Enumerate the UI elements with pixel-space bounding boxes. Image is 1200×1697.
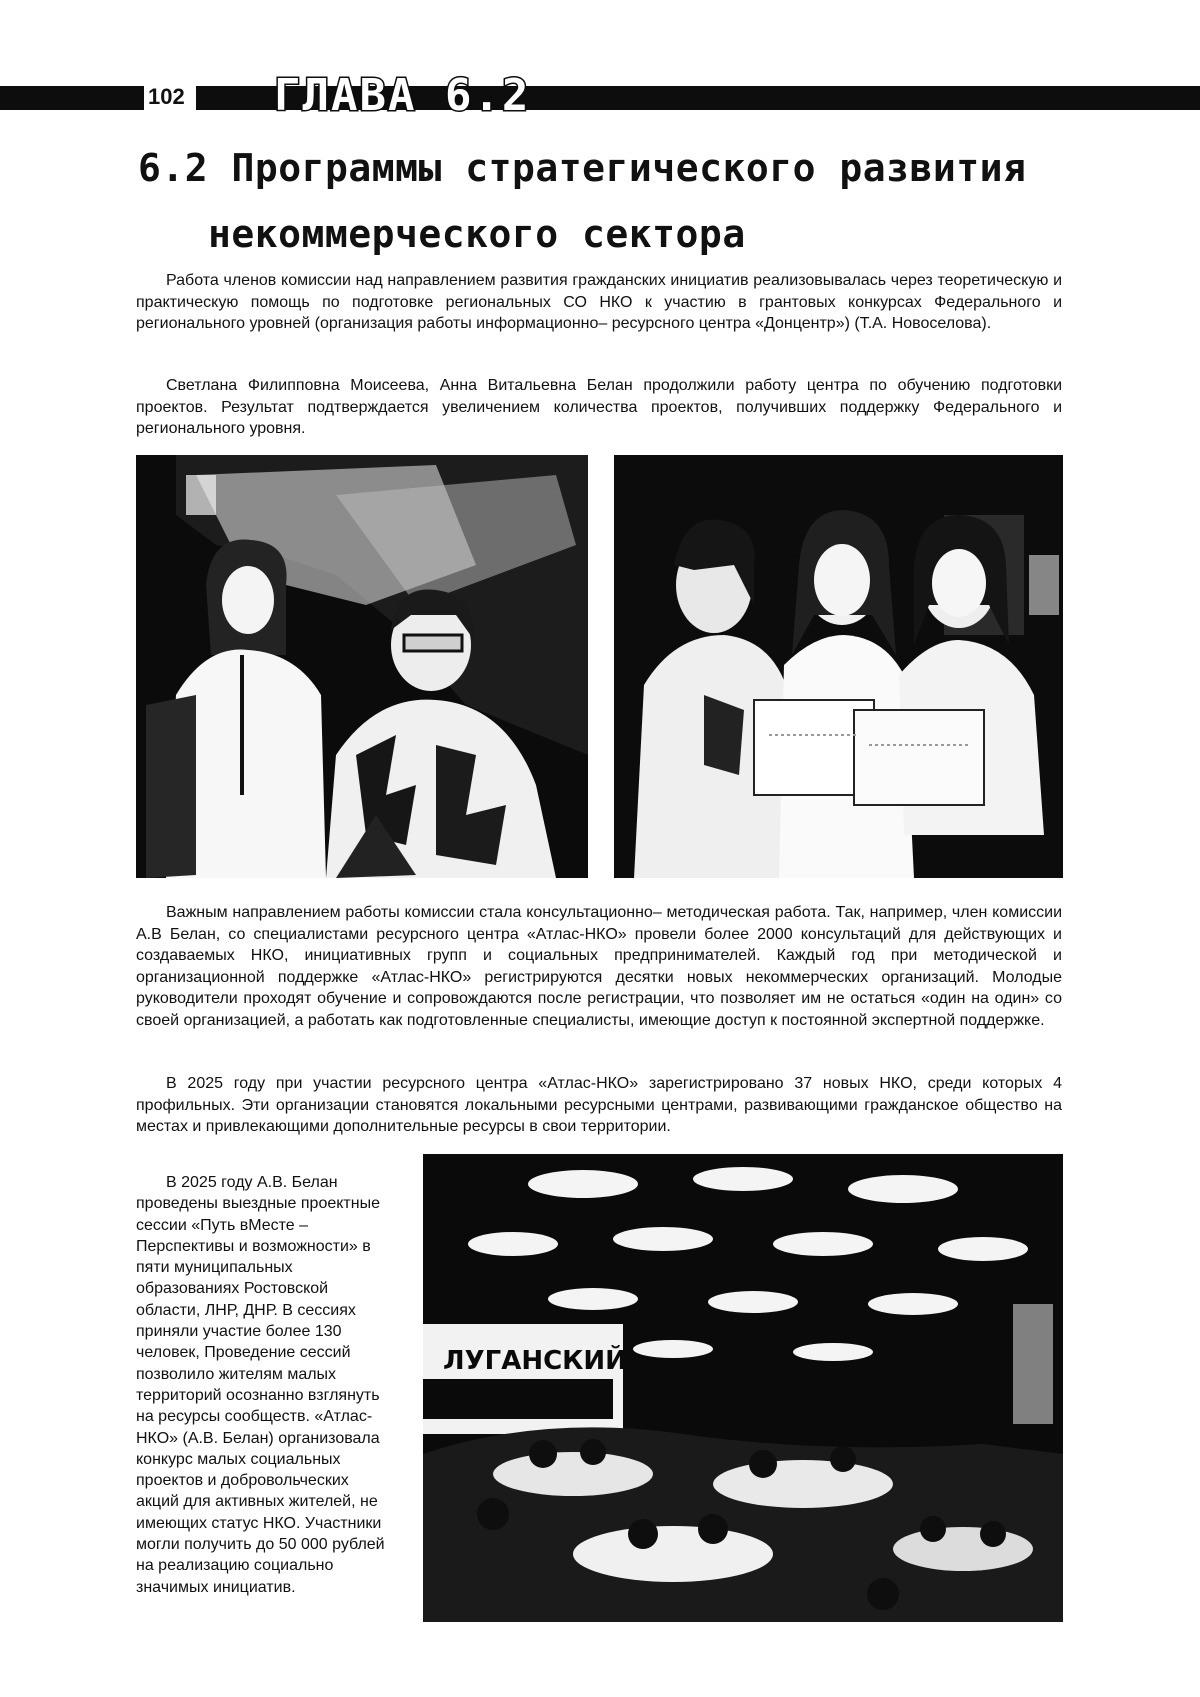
sign-text: ЛУГАНСКИЙ [443, 1346, 627, 1376]
photo-two-women [136, 455, 588, 878]
paragraph-5-sidebar: В 2025 году А.В. Белан проведены выездные проектные сессии «Путь вМесте – Перспективы и возможности» в пяти муниципальных образованиях Ростовской области, ЛНР, ДНР. В сессиях приняли участие более 130 человек, Проведение сессий позволило жителям малых территорий осознанно взглянуть на ресурсы сообществ. «Атлас-НКО» (А.В. Белан) организовала конкурс малых социальных проектов и добровольческих акций для активных жителей, не имеющих статус НКО. Участники могли получить до 50 000 рублей на реализацию социально значимых инициатив. [136, 1174, 385, 1596]
header-band-left [0, 86, 144, 110]
section-title-line-2: некоммерческого сектора [208, 212, 746, 256]
section-title-line-1: 6.2 Программы стратегического развития [138, 146, 1027, 190]
paragraph-4: В 2025 году при участии ресурсного центра «Атлас-НКО» зарегистрировано 37 новых НКО, среди которых 4 профильных. Эти организации становятся локальными ресурсными центрами, развивающими гражданское общество на местах и привлекающими дополнительные ресурсы в свои территории. [136, 1075, 1062, 1135]
paragraph-1: Работа членов комиссии над направлением развития гражданских инициатив реализовывалась через теоретическую и практическую помощь по подготовке региональных СО НКО к участию в грантовых конкурсах Федерального и регионального уровней (организация работы информационно– ресурсного центра «Донцентр») (Т.А. Новоселова). [136, 272, 1062, 332]
chapter-label: ГЛАВА 6.2 [274, 70, 531, 121]
photo-conference-hall [423, 1154, 1063, 1622]
page-number: 102 [148, 84, 185, 109]
paragraph-3: Важным направлением работы комиссии стала консультационно– методическая работа. Так, например, член комиссии А.В Белан, со специалистами ресурсного центра «Атлас-НКО» провели более 2000 консультаций для действующих и создаваемых НКО, инициативных групп и социальных предпринимателей. Каждый год при методической и организационной поддержке «Атлас-НКО» регистрируются десятки новых некоммерческих организаций. Молодые руководители проходят обучение и сопровождаются после регистрации, что позволяет им не остаться «один на один» со своей организацией, а работать как подготовленные специалисты, имеющие доступ к постоянной экспертной поддержке. [136, 904, 1062, 1029]
paragraph-2: Светлана Филипповна Моисеева, Анна Витальевна Белан продолжили работу центра по обучению подготовки проектов. Результат подтверждается увеличением количества проектов, получивших поддержку Федерального и регионального уровня. [136, 377, 1062, 437]
photo-three-women-certificates [614, 455, 1063, 878]
